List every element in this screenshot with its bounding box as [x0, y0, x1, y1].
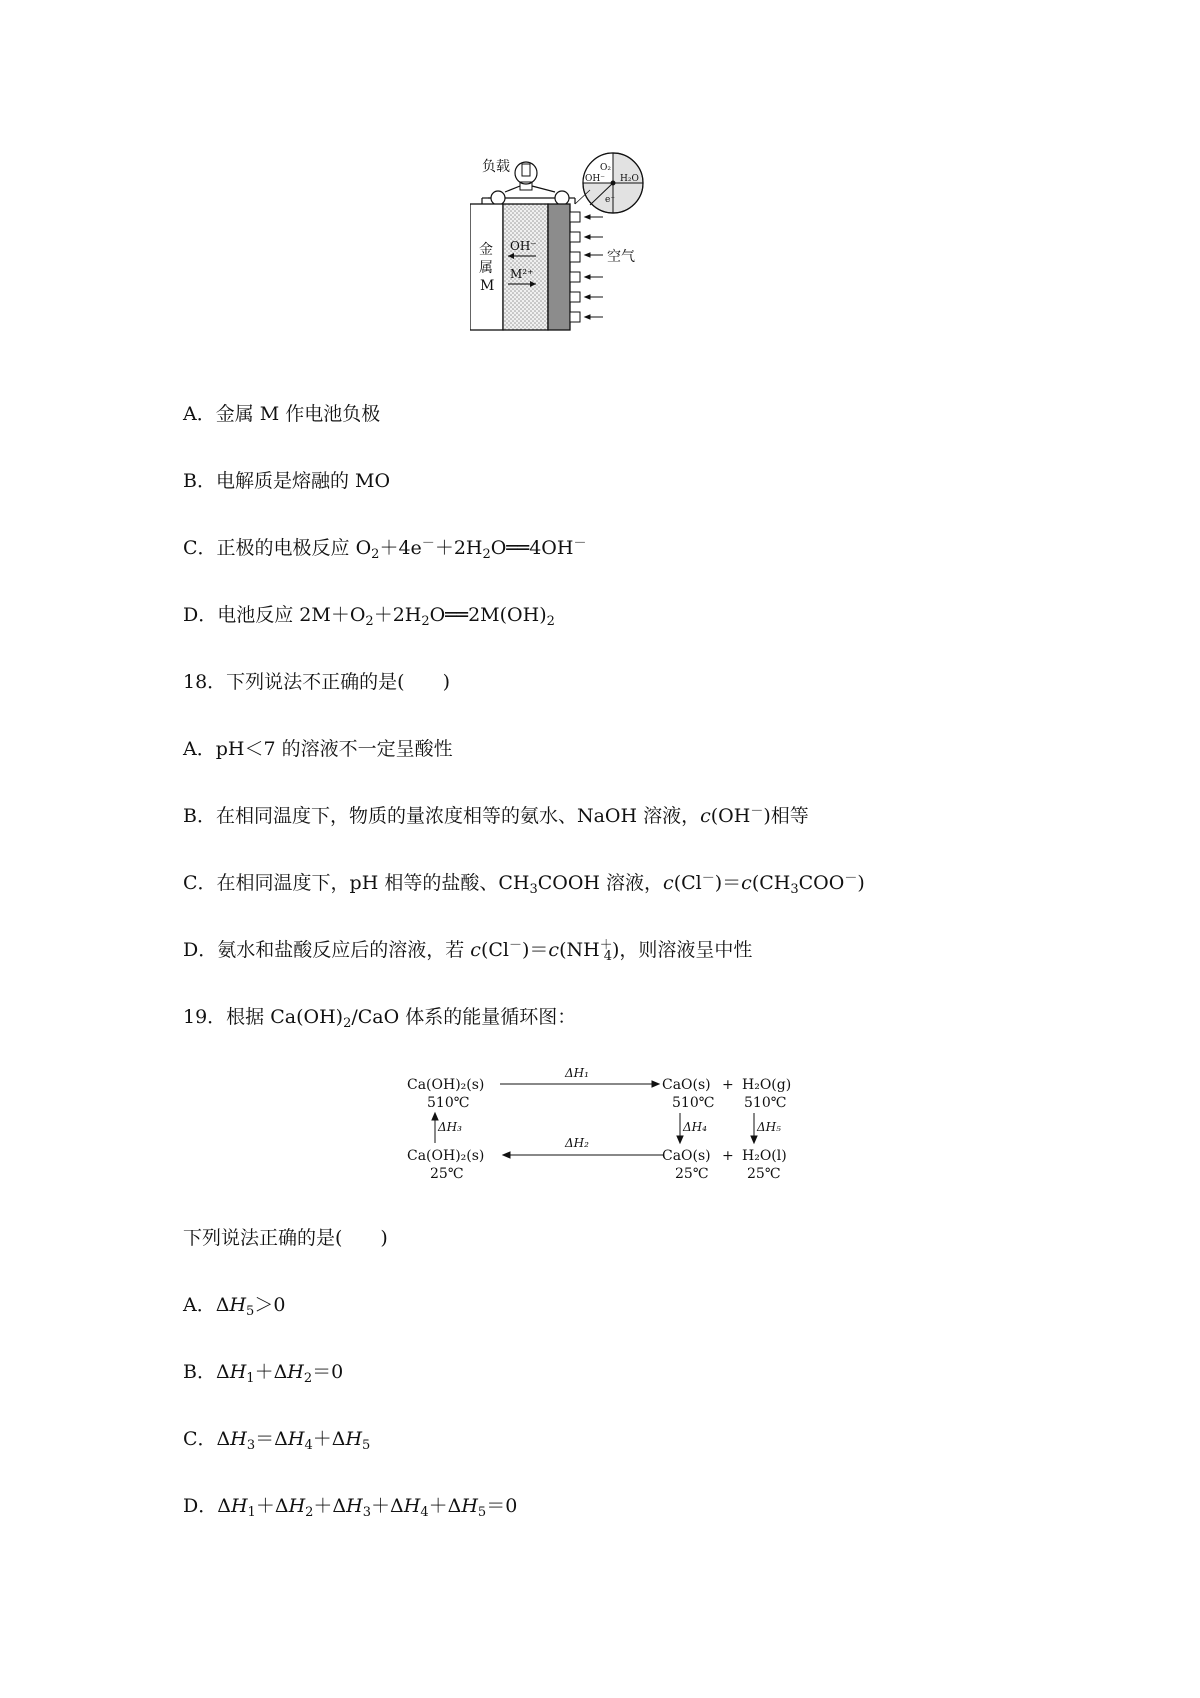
- terminal-left-icon: [491, 191, 505, 205]
- air-label: 空气: [607, 249, 635, 265]
- temp-510-b: 510℃: [672, 1095, 715, 1111]
- dh4-label: ΔH₄: [683, 1120, 707, 1134]
- energy-cycle-diagram: [405, 1065, 805, 1189]
- h2o-liquid: H₂O(l): [742, 1148, 787, 1164]
- temp-25-a: 25℃: [430, 1166, 464, 1182]
- caoh2-cold: Ca(OH)₂(s): [407, 1148, 485, 1164]
- inset-o2: O₂: [600, 163, 611, 173]
- dh1-label: ΔH₁: [565, 1066, 589, 1080]
- dh2-label: ΔH₂: [565, 1136, 589, 1150]
- plus-top: +: [722, 1077, 734, 1093]
- q18-option-c: C．在相同温度下，pH 相等的盐酸、$CH_3COOH$ 溶液，$c(Cl^-)=c(CH_3COO^-)$: [183, 871, 865, 897]
- temp-25-c: 25℃: [747, 1166, 781, 1182]
- q17-option-c: C．正极的电极反应 $O_2+4e^-+2H_2O══4OH^-$: [183, 536, 587, 562]
- q17-option-b: B．电解质是熔融的 MO: [183, 470, 391, 492]
- h2o-gas: H₂O(g): [742, 1077, 792, 1093]
- load-label: 负载: [482, 159, 510, 175]
- plus-bottom: +: [722, 1148, 734, 1164]
- ion-oh: OH⁻: [510, 239, 537, 253]
- temp-510-a: 510℃: [427, 1095, 470, 1111]
- air-electrode: [548, 204, 570, 330]
- q19-option-b: B．$\Delta H_1+\Delta H_2=0$: [183, 1361, 344, 1386]
- q19-option-d: D．$\Delta H_1+\Delta H_2+\Delta H_3+\Delta H_4+\Delta H_5=0$: [183, 1495, 518, 1520]
- metal-label-2: 属: [479, 260, 493, 276]
- temp-25-b: 25℃: [675, 1166, 709, 1182]
- q18-option-b: B．在相同温度下，物质的量浓度相等的氨水、NaOH 溶液，c(OH－)相等: [183, 804, 809, 827]
- q17-option-a: A．金属 M 作电池负极: [183, 403, 381, 425]
- q19-prompt: 下列说法正确的是( ): [183, 1227, 388, 1249]
- inset-oh: OH⁻: [585, 174, 605, 184]
- q19-option-c: C．$\Delta H_3=\Delta H_4+\Delta H_5$: [183, 1428, 371, 1453]
- metal-label-1: 金: [479, 242, 493, 258]
- q19-stem: 19．根据 $Ca(OH)_2$/CaO 体系的能量循环图：: [183, 1006, 577, 1031]
- dh3-label: ΔH₃: [438, 1120, 462, 1134]
- terminal-right-icon: [555, 191, 569, 205]
- inset-electron: e⁻: [605, 195, 616, 205]
- cao-cold: CaO(s): [662, 1148, 711, 1164]
- dh5-label: ΔH₅: [757, 1120, 781, 1134]
- q17-option-d: D．电池反应 $2M+O_2+2H_2O══2M(OH)_2$: [183, 604, 555, 629]
- metal-label-3: M: [480, 278, 495, 294]
- battery-diagram: [470, 150, 710, 364]
- inset-h2o: H₂O: [620, 174, 639, 184]
- caoh2-hot: Ca(OH)₂(s): [407, 1077, 485, 1093]
- q18-stem: 18．下列说法不正确的是( ): [183, 671, 451, 693]
- temp-510-c: 510℃: [744, 1095, 787, 1111]
- ion-m: M²⁺: [510, 267, 534, 281]
- air-arrows: [585, 215, 603, 319]
- cao-hot: CaO(s): [662, 1077, 711, 1093]
- q19-option-a: A．$\Delta H_5>0$: [183, 1294, 286, 1319]
- load-bulb-icon: [515, 162, 537, 184]
- q18-option-a: A．pH＜7 的溶液不一定呈酸性: [183, 738, 453, 760]
- q18-option-d: D．氨水和盐酸反应后的溶液，若 $c(Cl^-)=c(NH^+_4)$，则溶液呈中性: [183, 938, 753, 964]
